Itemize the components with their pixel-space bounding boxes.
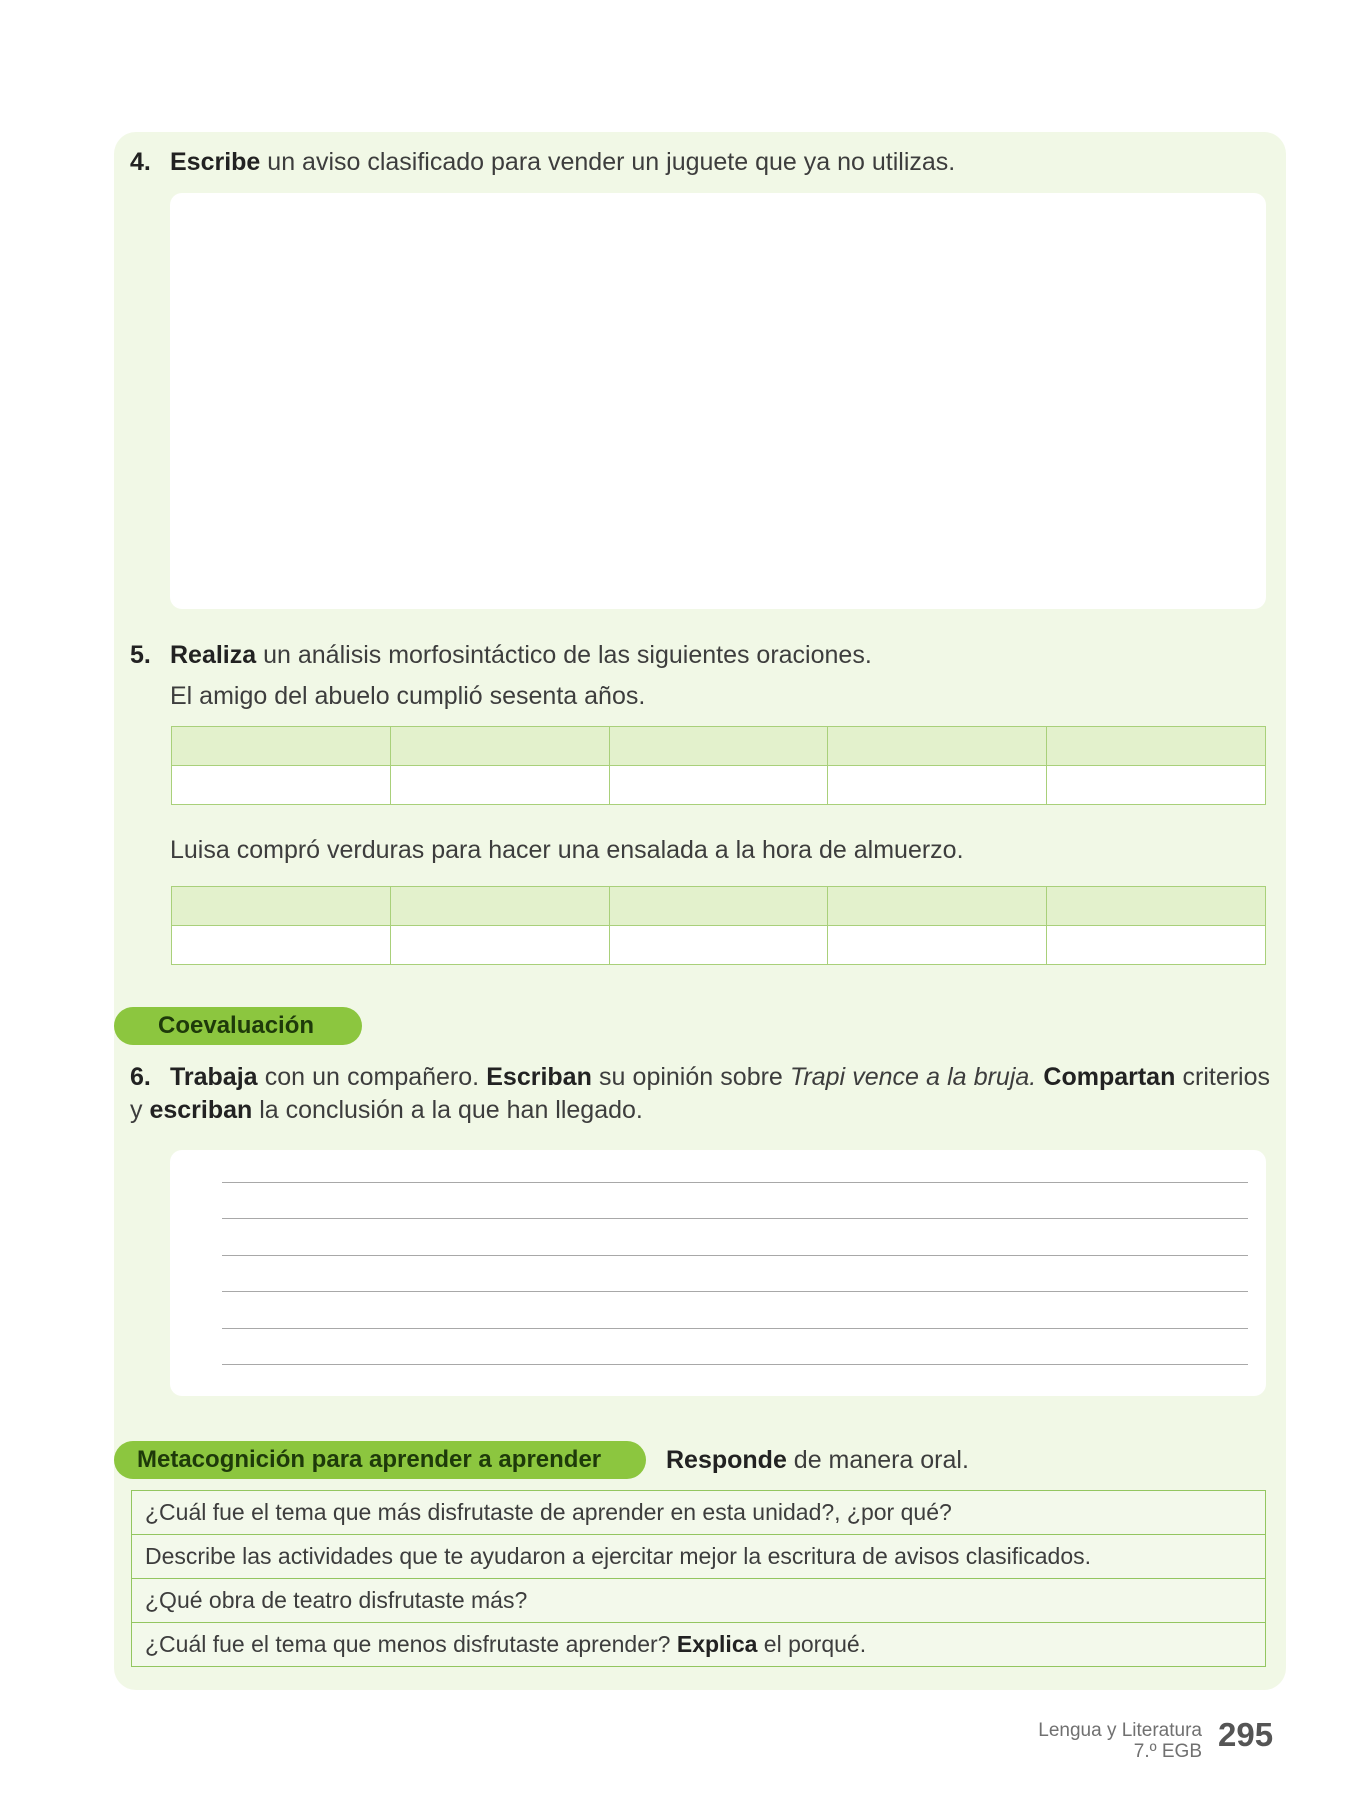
question-text: con un compañero. bbox=[257, 1063, 487, 1091]
question-4 bbox=[130, 146, 955, 179]
table-cell[interactable] bbox=[828, 926, 1047, 965]
analysis-table-1 bbox=[171, 726, 1266, 805]
table-cell[interactable] bbox=[609, 727, 828, 766]
footer-subject: Lengua y Literatura bbox=[1038, 1720, 1202, 1741]
instruction-verb: Responde bbox=[666, 1446, 787, 1474]
sentence-1: El amigo del abuelo cumplió sesenta años. bbox=[170, 682, 646, 710]
table-row bbox=[172, 926, 1266, 965]
table-row bbox=[132, 1491, 1266, 1535]
question-6 bbox=[130, 1061, 1270, 1127]
question-text: el porqué. bbox=[757, 1631, 867, 1657]
table-cell[interactable] bbox=[1047, 766, 1266, 805]
table-row bbox=[172, 727, 1266, 766]
question-text: un aviso clasificado para vender un juguete que ya no utilizas. bbox=[260, 148, 956, 176]
book-title: Trapi vence a la bruja. bbox=[789, 1063, 1037, 1091]
footer-grade: 7.º EGB bbox=[1133, 1741, 1202, 1762]
table-cell[interactable] bbox=[1047, 887, 1266, 926]
question-5 bbox=[130, 639, 872, 672]
answer-box-6[interactable] bbox=[170, 1150, 1266, 1396]
writing-line bbox=[222, 1182, 1248, 1183]
metacognicion-instruction bbox=[666, 1444, 969, 1477]
question-verb: Explica bbox=[676, 1631, 758, 1657]
question-verb: Escribe bbox=[170, 148, 261, 176]
question-cell: ¿Cuál fue el tema que más disfrutaste de aprender en esta unidad?, ¿por qué? bbox=[132, 1491, 1266, 1535]
analysis-table-2 bbox=[171, 886, 1266, 965]
question-verb: escriban bbox=[149, 1096, 253, 1124]
table-cell[interactable] bbox=[172, 887, 391, 926]
question-verb: Realiza bbox=[170, 641, 257, 669]
table-row bbox=[172, 766, 1266, 805]
writing-line bbox=[222, 1364, 1248, 1365]
table-cell[interactable] bbox=[828, 727, 1047, 766]
table-cell[interactable] bbox=[390, 887, 609, 926]
writing-line bbox=[222, 1291, 1248, 1292]
table-cell[interactable] bbox=[609, 887, 828, 926]
table-cell[interactable] bbox=[390, 727, 609, 766]
question-verb: Escriban bbox=[486, 1063, 592, 1091]
instruction-text: de manera oral. bbox=[786, 1446, 969, 1474]
question-text: criterios y bbox=[130, 1063, 1271, 1124]
question-text: su opinión sobre bbox=[591, 1063, 790, 1091]
question-verb: Trabaja bbox=[170, 1063, 258, 1091]
question-number: 4. bbox=[130, 148, 151, 176]
question-number: 6. bbox=[130, 1063, 151, 1091]
question-text: ¿Cuál fue el tema que menos disfrutaste aprender? bbox=[145, 1631, 677, 1657]
table-cell[interactable] bbox=[390, 766, 609, 805]
table-row bbox=[132, 1535, 1266, 1579]
question-number: 5. bbox=[130, 641, 151, 669]
coevaluacion-label: Coevaluación bbox=[114, 1007, 362, 1045]
question-cell bbox=[132, 1623, 1266, 1667]
question-text: un análisis morfosintáctico de las siguientes oraciones. bbox=[256, 641, 872, 669]
table-cell[interactable] bbox=[828, 887, 1047, 926]
table-cell[interactable] bbox=[1047, 727, 1266, 766]
table-row bbox=[132, 1579, 1266, 1623]
table-cell[interactable] bbox=[609, 766, 828, 805]
table-cell[interactable] bbox=[609, 926, 828, 965]
question-cell: Describe las actividades que te ayudaron a ejercitar mejor la escritura de avisos clasificados. bbox=[132, 1535, 1266, 1579]
metacognicion-label: Metacognición para aprender a aprender bbox=[114, 1441, 646, 1479]
page-number: 295 bbox=[1218, 1716, 1274, 1753]
table-cell[interactable] bbox=[390, 926, 609, 965]
table-cell[interactable] bbox=[1047, 926, 1266, 965]
writing-line bbox=[222, 1328, 1248, 1329]
table-cell[interactable] bbox=[172, 727, 391, 766]
question-text: la conclusión a la que han llegado. bbox=[252, 1096, 643, 1124]
table-row bbox=[132, 1623, 1266, 1667]
metacognicion-table bbox=[131, 1490, 1266, 1667]
question-cell: ¿Qué obra de teatro disfrutaste más? bbox=[132, 1579, 1266, 1623]
table-cell[interactable] bbox=[172, 926, 391, 965]
writing-line bbox=[222, 1255, 1248, 1256]
writing-line bbox=[222, 1218, 1248, 1219]
question-verb: Compartan bbox=[1043, 1063, 1176, 1091]
table-cell[interactable] bbox=[172, 766, 391, 805]
sentence-2: Luisa compró verduras para hacer una ensalada a la hora de almuerzo. bbox=[170, 836, 964, 864]
table-row bbox=[172, 887, 1266, 926]
answer-box-4[interactable] bbox=[170, 193, 1266, 609]
table-cell[interactable] bbox=[828, 766, 1047, 805]
